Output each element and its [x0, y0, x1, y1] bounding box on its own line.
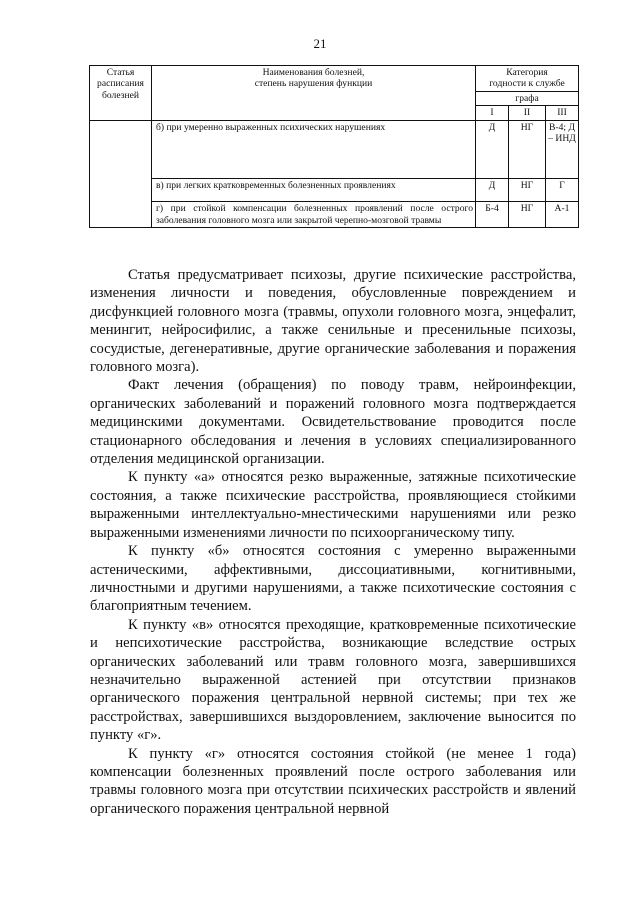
paragraph: К пункту «б» относятся состояния с умеренно выраженными астеническими, аффективными, диссоциативными, когнитивными, личностными и другими нарушениями, а также психотические состояния с благоприятным течением.	[90, 543, 576, 615]
page-number: 21	[313, 36, 327, 51]
row-v-graph-iii: Г	[546, 179, 579, 202]
row-v-graph-i: Д	[476, 179, 509, 202]
header-graph-iii: III	[546, 106, 579, 120]
header-article: Статья расписания болезней	[90, 66, 152, 121]
table-row	[90, 120, 579, 178]
body-text	[90, 266, 576, 818]
row-b-graph-iii: В-4; Д – ИНД	[546, 120, 579, 178]
row-g-graph-i: Б-4	[476, 202, 509, 228]
row-g-graph-iii: А-1	[546, 202, 579, 228]
table-row	[90, 202, 579, 228]
paragraph: К пункту «г» относятся состояния стойкой (не менее 1 года) компенсации болезненных проявлений после острого заболевания или травмы головного мозга при отсутствии психических расстройств и явлений органического поражения центральной нервной	[90, 745, 576, 817]
header-disease-names-line1: Наименования болезней,	[262, 67, 365, 78]
row-g-graph-ii: НГ	[509, 202, 546, 228]
header-disease-names-line2: степень нарушения функции	[254, 78, 373, 90]
header-category-line2: годности к службе	[489, 78, 565, 90]
row-g-text: г) при стойкой компенсации болезненных проявлений после острого заболевания головного мозга или закрытой черепно-мозговой травмы	[152, 202, 476, 228]
row-description	[152, 120, 476, 178]
row-b-text: б) при умеренно выраженных психических нарушениях	[156, 121, 386, 133]
header-category	[476, 66, 579, 92]
row-v-text: в) при легких кратковременных болезненных проявлениях	[152, 179, 476, 202]
paragraph: Факт лечения (обращения) по поводу травм, нейроинфекции, органических заболеваний и поражений головного мозга подтверждается медицинскими документами. Освидетельствование проводится после стационарного обследования и лечения в условиях специализированного отделения медицинской организации.	[90, 377, 576, 468]
header-graph-ii: II	[509, 106, 546, 120]
paragraph: К пункту «в» относятся преходящие, кратковременные психотические и непсихотические расстройства, возникающие вследствие острых органических заболеваний или травм головного мозга, завершившихся незначительно выраженной астенией при отсутствии признаков органического поражения центральной нервной системы; при тех же расстройствах, завершившихся выздоровлением, заключение выносится по пункту «г».	[90, 616, 576, 744]
header-graph-label: графа	[476, 91, 579, 105]
row-b-graph-ii: НГ	[509, 120, 546, 178]
article-cell	[90, 120, 152, 228]
table-row	[90, 179, 579, 202]
paragraph: К пункту «а» относятся резко выраженные, затяжные психотические состояния, а также психические расстройства, проявляющиеся стойкими выраженными интеллектуально-мнестическими нарушениями или резко выраженными изменениями личности по психоорганическому типу.	[90, 469, 576, 541]
header-category-line1: Категория	[506, 67, 548, 78]
row-v-graph-ii: НГ	[509, 179, 546, 202]
header-graph-i: I	[476, 106, 509, 120]
header-disease-names	[152, 66, 476, 121]
table-header-row	[90, 66, 579, 92]
row-b-graph-i: Д	[476, 120, 509, 178]
paragraph: Статья предусматривает психозы, другие психические расстройства, изменения личности и поведения, обусловленные повреждением и дисфункцией головного мозга (травмы, опухоли головного мозга, энцефалит, менингит, нейросифилис, а также сенильные и пресенильные психозы, сосудистые, дегенеративные, другие органические заболевания и поражения головного мозга).	[90, 267, 576, 376]
fitness-category-table	[89, 65, 579, 228]
